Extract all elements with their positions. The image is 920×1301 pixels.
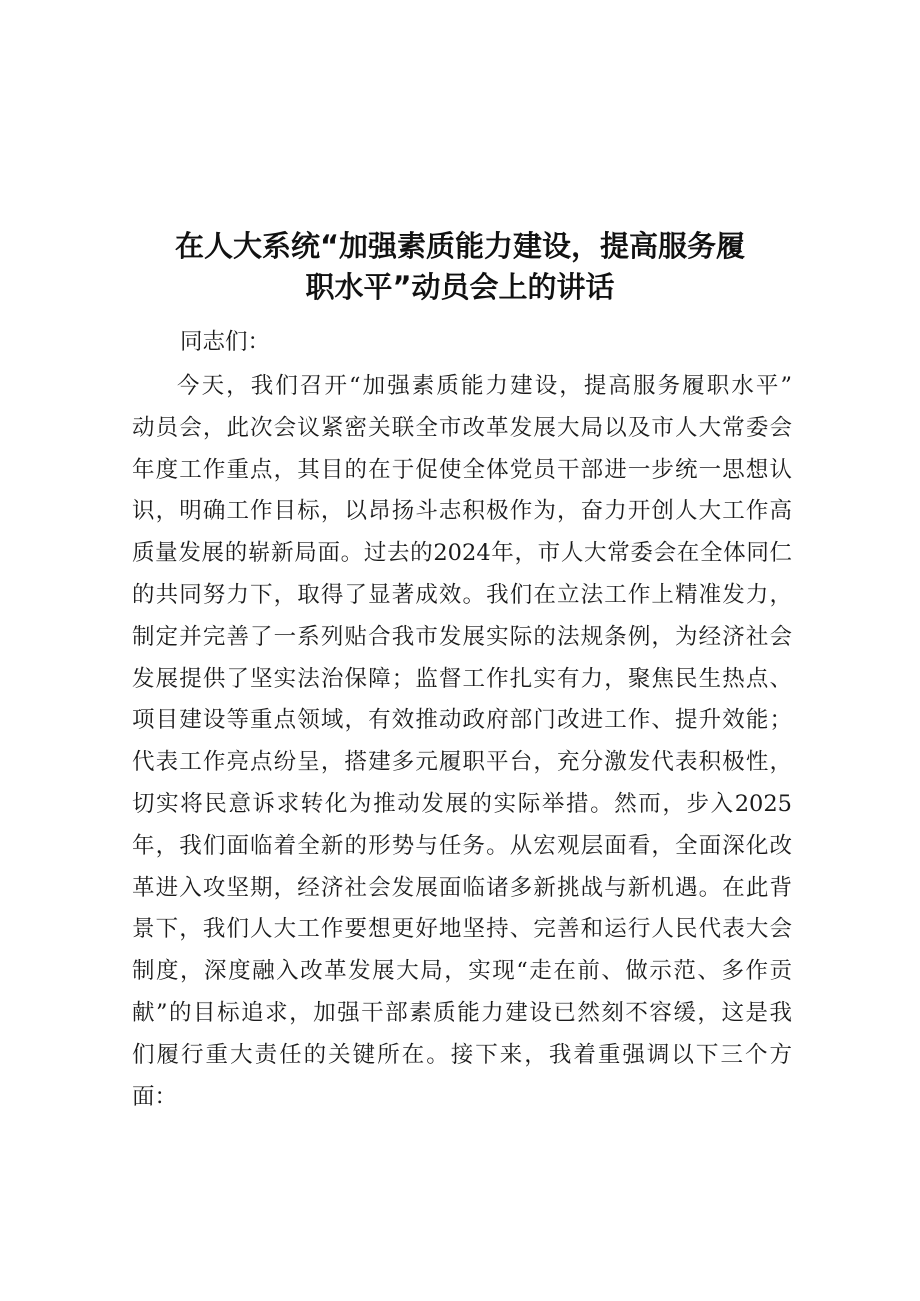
- body-line: 识，明确工作目标，以昂扬斗志积极作为，奋力开创人大工作高: [132, 498, 792, 525]
- title-line: 在人大系统“加强素质能力建设，提高服务履: [174, 229, 746, 263]
- body-line: 动员会，此次会议紧密关联全市改革发展大局以及市人大常委会: [132, 414, 792, 441]
- body-line: 年度工作重点，其目的在于促使全体党员干部进一步统一思想认: [132, 456, 792, 483]
- body-line: 献”的目标追求，加强干部素质能力建设已然刻不容缓，这是我: [132, 999, 792, 1026]
- title-line: 职水平”动员会上的讲话: [305, 270, 615, 304]
- body-line: 制定并完善了一系列贴合我市发展实际的法规条例，为经济社会: [132, 623, 792, 650]
- body-line: 切实将民意诉求转化为推动发展的实际举措。然而，步入2025: [132, 790, 792, 817]
- body-line: 制度，深度融入改革发展大局，实现“走在前、做示范、多作贡: [132, 958, 792, 985]
- speech-title: [120, 226, 800, 308]
- body-line: 们履行重大责任的关键所在。接下来，我着重强调以下三个方: [132, 1041, 792, 1068]
- body-line: 今天，我们召开“加强素质能力建设，提高服务履职水平”: [177, 373, 792, 399]
- body-line: 发展提供了坚实法治保障；监督工作扎实有力，聚焦民生热点、: [132, 665, 792, 692]
- body-line: 革进入攻坚期，经济社会发展面临诸多新挑战与新机遇。在此背: [132, 874, 792, 901]
- body-line: 年，我们面临着全新的形势与任务。从宏观层面看，全面深化改: [132, 832, 792, 859]
- body-line: 面：: [132, 1083, 178, 1110]
- body-line: 的共同努力下，取得了显著成效。我们在立法工作上精准发力，: [132, 581, 792, 608]
- body-line: 景下，我们人大工作要想更好地坚持、完善和运行人民代表大会: [132, 916, 792, 943]
- body-line: 项目建设等重点领域，有效推动政府部门改进工作、提升效能；: [132, 707, 792, 734]
- body-line: 质量发展的崭新局面。过去的2024年，市人大常委会在全体同仁: [132, 540, 792, 567]
- salutation: 同志们：: [180, 329, 271, 355]
- body-paragraph: [132, 366, 792, 1118]
- body-line: 代表工作亮点纷呈，搭建多元履职平台，充分激发代表积极性，: [132, 749, 792, 776]
